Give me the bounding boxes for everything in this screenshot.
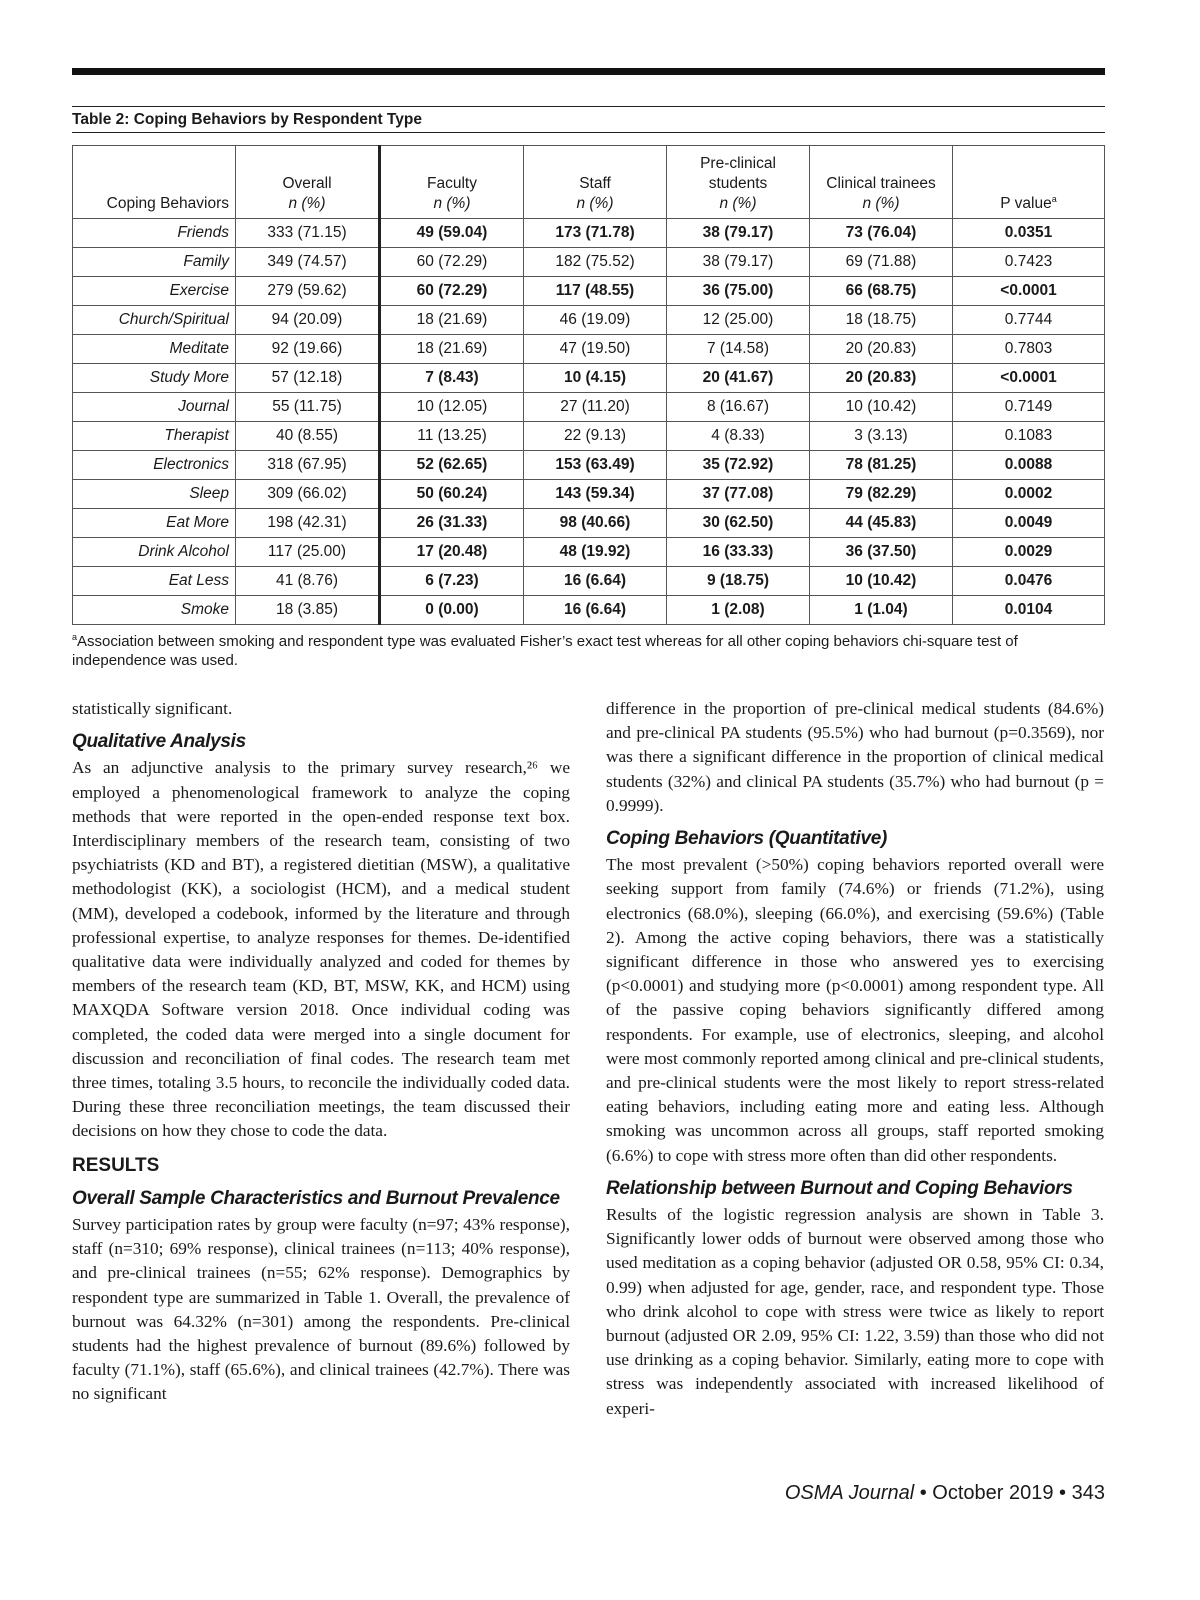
cell-clinical: 20 (20.83) <box>810 364 953 393</box>
cell-faculty: 52 (62.65) <box>380 451 524 480</box>
cell-clinical: 79 (82.29) <box>810 480 953 509</box>
cell-p: 0.7803 <box>953 335 1105 364</box>
cell-overall: 41 (8.76) <box>236 567 380 596</box>
cell-p: 0.7149 <box>953 393 1105 422</box>
separator: • <box>914 1482 933 1504</box>
cell-p: 0.0104 <box>953 596 1105 625</box>
cell-clinical: 36 (37.50) <box>810 538 953 567</box>
cell-overall: 117 (25.00) <box>236 538 380 567</box>
cell-overall: 279 (59.62) <box>236 277 380 306</box>
section-heading: Coping Behaviors (Quantitative) <box>606 828 888 850</box>
paragraph: Results of the logistic regression analysis are shown in Table 3. Significantly lower odds of burnout were observed among those who used meditation as a coping behavior (adjusted OR 0.58, 95% CI: 0.34, 0.99) when adjusted for age, gender, race, and respondent type. Those who drink alcohol to cope with stress were twice as likely to report burnout (adjusted OR 2.09, 95% CI: 1.22, 3.59) than those who did not use drinking as a coping behavior. Similarly, eating more to cope with stress was independently associated with increased likelihood of experi- <box>606 1205 1104 1418</box>
cell-name: Meditate <box>73 335 236 364</box>
cell-p: 0.0476 <box>953 567 1105 596</box>
cell-clinical: 3 (3.13) <box>810 422 953 451</box>
cell-overall: 309 (66.02) <box>236 480 380 509</box>
cell-p: 0.0029 <box>953 538 1105 567</box>
cell-p: 0.7423 <box>953 248 1105 277</box>
header-coping-behaviors: Coping Behaviors <box>73 146 236 219</box>
cell-faculty: 60 (72.29) <box>380 277 524 306</box>
cell-preclinical: 16 (33.33) <box>667 538 810 567</box>
table-row <box>73 393 1105 422</box>
cell-p: 0.0088 <box>953 451 1105 480</box>
table-row <box>73 567 1105 596</box>
cell-staff: 47 (19.50) <box>524 335 667 364</box>
cell-name: Electronics <box>73 451 236 480</box>
cell-staff: 16 (6.64) <box>524 567 667 596</box>
cell-clinical: 18 (18.75) <box>810 306 953 335</box>
cell-clinical: 1 (1.04) <box>810 596 953 625</box>
cell-overall: 55 (11.75) <box>236 393 380 422</box>
cell-overall: 18 (3.85) <box>236 596 380 625</box>
cell-staff: 10 (4.15) <box>524 364 667 393</box>
header-clinical: Clinical trainees n (%) <box>810 146 953 219</box>
table-row <box>73 538 1105 567</box>
cell-faculty: 10 (12.05) <box>380 393 524 422</box>
table-row <box>73 509 1105 538</box>
cell-staff: 16 (6.64) <box>524 596 667 625</box>
cell-staff: 22 (9.13) <box>524 422 667 451</box>
cell-staff: 182 (75.52) <box>524 248 667 277</box>
page-footer <box>785 1482 1105 1505</box>
coping-behaviors-table <box>72 145 1105 625</box>
cell-p: 0.7744 <box>953 306 1105 335</box>
cell-faculty: 50 (60.24) <box>380 480 524 509</box>
cell-preclinical: 35 (72.92) <box>667 451 810 480</box>
cell-faculty: 60 (72.29) <box>380 248 524 277</box>
paragraph: As an adjunctive analysis to the primary survey research,²⁶ we employed a phenomenological framework to analyze the coping methods that were reported in the open-ended response text box. Interdisciplinary members of the research team, consisting of two psychiatrists (KD and BT), a registered dietitian (MSW), a qualitative methodologist (KK), a sociologist (HCM), and a medical student (MM), developed a codebook, informed by the literature and through professional expertise, to analyze responses for themes. De-identified qualitative data were individually analyzed and coded for themes by members of the research team (KD, BT, MSW, KK, and HCM) using MAXQDA Software version 2018. Once individual coding was completed, the coded data were merged into a single document for discussion and reconciliation of final codes. The research team met three times, totaling 3.5 hours, to reconcile the individually coded data. During these three reconciliation meetings, the team discussed their decisions on how they chose to code the data. <box>72 758 570 1141</box>
header-overall: Overall n (%) <box>236 146 380 219</box>
cell-name: Family <box>73 248 236 277</box>
cell-preclinical: 4 (8.33) <box>667 422 810 451</box>
table-row <box>73 248 1105 277</box>
cell-name: Eat More <box>73 509 236 538</box>
table-row <box>73 306 1105 335</box>
cell-staff: 153 (63.49) <box>524 451 667 480</box>
cell-faculty: 18 (21.69) <box>380 306 524 335</box>
issue-date: October 2019 <box>932 1482 1054 1504</box>
cell-p: 0.1083 <box>953 422 1105 451</box>
separator: • <box>1053 1482 1072 1504</box>
header-p-value: P value$^a$ <box>953 146 1105 219</box>
page-number: 343 <box>1071 1482 1105 1504</box>
table-header-row <box>73 146 1105 219</box>
cell-name: Eat Less <box>73 567 236 596</box>
section-heading: Qualitative Analysis <box>72 731 246 753</box>
cell-preclinical: 36 (75.00) <box>667 277 810 306</box>
cell-preclinical: 9 (18.75) <box>667 567 810 596</box>
table-row <box>73 422 1105 451</box>
cell-preclinical: 30 (62.50) <box>667 509 810 538</box>
header-staff: Staff n (%) <box>524 146 667 219</box>
cell-faculty: 17 (20.48) <box>380 538 524 567</box>
cell-preclinical: 38 (79.17) <box>667 248 810 277</box>
cell-name: Smoke <box>73 596 236 625</box>
cell-preclinical: 7 (14.58) <box>667 335 810 364</box>
table-row <box>73 219 1105 248</box>
table-row <box>73 480 1105 509</box>
cell-clinical: 10 (10.42) <box>810 393 953 422</box>
cell-preclinical: 8 (16.67) <box>667 393 810 422</box>
cell-overall: 349 (74.57) <box>236 248 380 277</box>
table-row <box>73 335 1105 364</box>
cell-overall: 40 (8.55) <box>236 422 380 451</box>
section-heading: Overall Sample Characteristics and Burnout Prevalence <box>72 1187 560 1209</box>
cell-preclinical: 1 (2.08) <box>667 596 810 625</box>
cell-name: Sleep <box>73 480 236 509</box>
cell-clinical: 44 (45.83) <box>810 509 953 538</box>
cell-staff: 143 (59.34) <box>524 480 667 509</box>
cell-p: 0.0049 <box>953 509 1105 538</box>
cell-clinical: 78 (81.25) <box>810 451 953 480</box>
journal-name: OSMA Journal <box>784 1482 915 1504</box>
cell-name: Church/Spiritual <box>73 306 236 335</box>
cell-clinical: 10 (10.42) <box>810 567 953 596</box>
cell-overall: 333 (71.15) <box>236 219 380 248</box>
cell-p: 0.0351 <box>953 219 1105 248</box>
paragraph: difference in the proportion of pre-clinical medical students (84.6%) and pre-clinical PA students (95.5%) who had burnout (p=0.3569), nor was there a significant difference in the proportion of clinical medical students (32%) and clinical PA students (35.7%) who had burnout (p = 0.9999). <box>606 699 1104 815</box>
cell-staff: 173 (71.78) <box>524 219 667 248</box>
cell-staff: 98 (40.66) <box>524 509 667 538</box>
cell-staff: 48 (19.92) <box>524 538 667 567</box>
table-row <box>73 277 1105 306</box>
cell-name: Study More <box>73 364 236 393</box>
cell-clinical: 20 (20.83) <box>810 335 953 364</box>
cell-faculty: 26 (31.33) <box>380 509 524 538</box>
cell-faculty: 0 (0.00) <box>380 596 524 625</box>
header-preclinical: Pre-clinical students n (%) <box>667 146 810 219</box>
cell-preclinical: 20 (41.67) <box>667 364 810 393</box>
cell-staff: 46 (19.09) <box>524 306 667 335</box>
cell-faculty: 18 (21.69) <box>380 335 524 364</box>
left-column <box>72 697 570 1407</box>
cell-overall: 92 (19.66) <box>236 335 380 364</box>
cell-faculty: 7 (8.43) <box>380 364 524 393</box>
cell-preclinical: 12 (25.00) <box>667 306 810 335</box>
table-row <box>73 451 1105 480</box>
table-title: Table 2: Coping Behaviors by Respondent Type <box>72 106 1105 133</box>
cell-faculty: 11 (13.25) <box>380 422 524 451</box>
cell-name: Therapist <box>73 422 236 451</box>
section-heading: Relationship between Burnout and Coping Behaviors <box>606 1177 1073 1199</box>
cell-overall: 94 (20.09) <box>236 306 380 335</box>
cell-name: Journal <box>73 393 236 422</box>
cell-faculty: 49 (59.04) <box>380 219 524 248</box>
table-footnote: $^a$Association between smoking and respondent type was evaluated Fisher’s exact test whereas for all other coping behaviors chi-square test of independence was used. <box>72 632 1018 669</box>
cell-overall: 198 (42.31) <box>236 509 380 538</box>
paragraph: The most prevalent (>50%) coping behaviors reported overall were seeking support from family (74.6%) or friends (71.2%), using electronics (68.0%), sleeping (66.0%), and exercising (59.6%) (Table 2). Among the active coping behaviors, there was a statistically significant difference in those who answered yes to exercising (p<0.0001) and studying more (p<0.0001) among respondent type. All of the passive coping behaviors significantly differed among respondents. For example, use of electronics, sleeping, and alcohol were most commonly reported among clinical and pre-clinical students, and pre-clinical students were the most likely to report stress-related eating behaviors, including eating more and eating less. Although smoking was uncommon across all groups, staff reported smoking (6.6%) to cope with stress more often than did other respondents. <box>606 855 1104 1165</box>
table-row <box>73 596 1105 625</box>
cell-staff: 27 (11.20) <box>524 393 667 422</box>
cell-faculty: 6 (7.23) <box>380 567 524 596</box>
cell-p: <0.0001 <box>953 277 1105 306</box>
header-faculty: Faculty n (%) <box>380 146 524 219</box>
cell-overall: 318 (67.95) <box>236 451 380 480</box>
cell-p: 0.0002 <box>953 480 1105 509</box>
cell-overall: 57 (12.18) <box>236 364 380 393</box>
paragraph: statistically significant. <box>72 699 233 718</box>
table-row <box>73 364 1105 393</box>
cell-staff: 117 (48.55) <box>524 277 667 306</box>
cell-name: Exercise <box>73 277 236 306</box>
top-rule <box>72 68 1105 75</box>
section-heading: RESULTS <box>72 1154 160 1176</box>
cell-name: Drink Alcohol <box>73 538 236 567</box>
cell-preclinical: 38 (79.17) <box>667 219 810 248</box>
cell-clinical: 69 (71.88) <box>810 248 953 277</box>
cell-p: <0.0001 <box>953 364 1105 393</box>
cell-preclinical: 37 (77.08) <box>667 480 810 509</box>
paragraph: Survey participation rates by group were faculty (n=97; 43% response), staff (n=310; 69% response), clinical trainees (n=113; 40% response), and pre-clinical trainees (n=55; 62% response). Demographics by respondent type are summarized in Table 1. Overall, the prevalence of burnout was 64.32% (n=301) among the respondents. Pre-clinical students had the highest prevalence of burnout (89.6%) followed by faculty (71.1%), staff (65.6%), and clinical trainees (42.7%). There was no significant <box>72 1215 570 1404</box>
cell-name: Friends <box>73 219 236 248</box>
right-column <box>606 697 1104 1421</box>
cell-clinical: 66 (68.75) <box>810 277 953 306</box>
cell-clinical: 73 (76.04) <box>810 219 953 248</box>
